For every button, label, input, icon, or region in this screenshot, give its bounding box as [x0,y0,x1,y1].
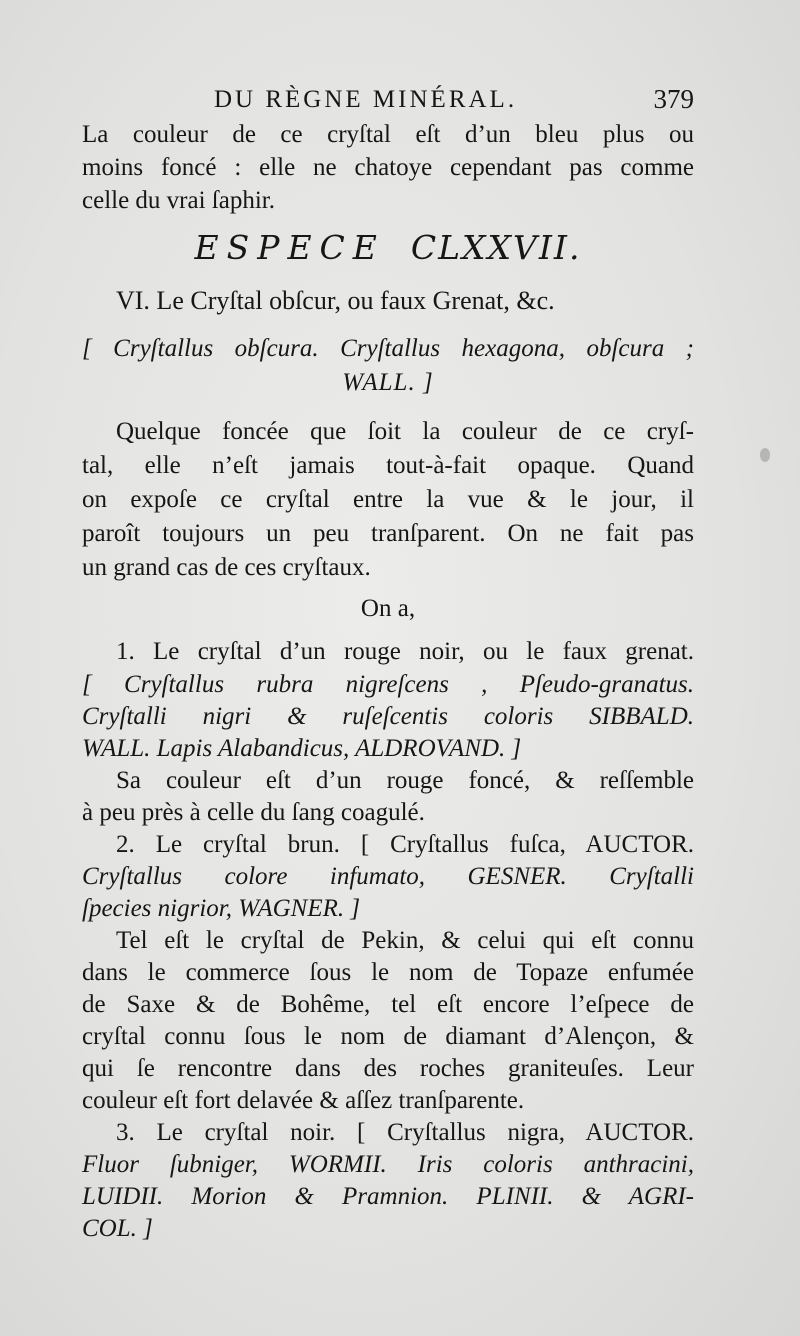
reference-line: WALL. Lapis Alabandicus, ALDROVAND. ] [82,735,522,762]
text-line: tal, elle n’eſt jamais tout-à-fait opaque. Quand [82,452,694,479]
show-through-shadow [724,120,794,1020]
text-line: moins foncé : elle ne chatoye cependant pas comme [82,154,694,181]
reference-line: Cryſtallus colore infumato, GESNER. Cryſtalli [82,863,694,890]
on-a-line: On a, [360,595,416,622]
item-title: 3. Le cryſtal noir. [ Cryſtallus nigra, AUCTOR. [116,1119,694,1146]
paper-speck [760,448,770,462]
text-line: La couleur de ce cryſtal eſt d’un bleu plus ou [82,121,694,148]
text-line: de Saxe & de Bohême, tel eſt encore l’eſpece de [82,991,694,1018]
page-number: 379 [653,84,694,114]
running-head: DU RÈGNE MINÉRAL. [214,86,518,113]
item-title: 2. Le cryſtal brun. [ Cryſtallus fuſca, AUCTOR. [116,831,694,858]
section-title: VI. Le Cryſtal obſcur, ou faux Grenat, &c. [116,286,555,315]
reference-line: Cryſtalli nigri & ruſeſcentis coloris SIBBALD. [82,703,694,730]
text-line: dans le commerce ſous le nom de Topaze enfumée [82,959,694,986]
reference-line: Fluor ſubniger, WORMII. Iris coloris anthracini, [82,1151,694,1178]
reference-line: [ Cryſtallus rubra nigreſcens , Pſeudo-granatus. [82,671,694,698]
text-line: celle du vrai ſaphir. [82,187,275,214]
text-line: Sa couleur eſt d’un rouge foncé, & reſſemble [116,767,694,794]
text-line: Quelque foncée que ſoit la couleur de ce cryſ- [116,418,694,445]
text-line: un grand cas de ces cryſtaux. [82,554,371,581]
reference-line: LUIDII. Morion & Pramnion. PLINII. & AGRI- [82,1183,694,1210]
species-heading [82,228,694,268]
text-line: Tel eſt le cryſtal de Pekin, & celui qui eſt connu [116,927,694,954]
reference-line: COL. ] [82,1215,153,1242]
text-line: cryſtal connu ſous le nom de diamant d’Alençon, & [82,1023,694,1050]
reference-line: ſpecies nigrior, WAGNER. ] [82,895,361,922]
species-word: ESPECE [194,228,385,267]
species-numeral: CLXXVII. [410,228,582,267]
text-line: on expoſe ce cryſtal entre la vue & le jour, il [82,486,694,513]
text-line: à peu près à celle du ſang coagulé. [82,799,425,826]
page-header [82,86,694,122]
item-title: 1. Le cryſtal d’un rouge noir, ou le faux grenat. [116,638,694,665]
reference-line: [ Cryſtallus obſcura. Cryſtallus hexagona, obſcura ; [82,335,694,362]
text-line: couleur eſt fort delavée & aſſez tranſparente. [82,1087,525,1114]
text-line: qui ſe rencontre dans des roches graniteuſes. Leur [82,1055,694,1082]
text-line: paroît toujours un peu tranſparent. On ne fait pas [82,520,694,547]
reference-line: WALL. ] [342,369,434,396]
